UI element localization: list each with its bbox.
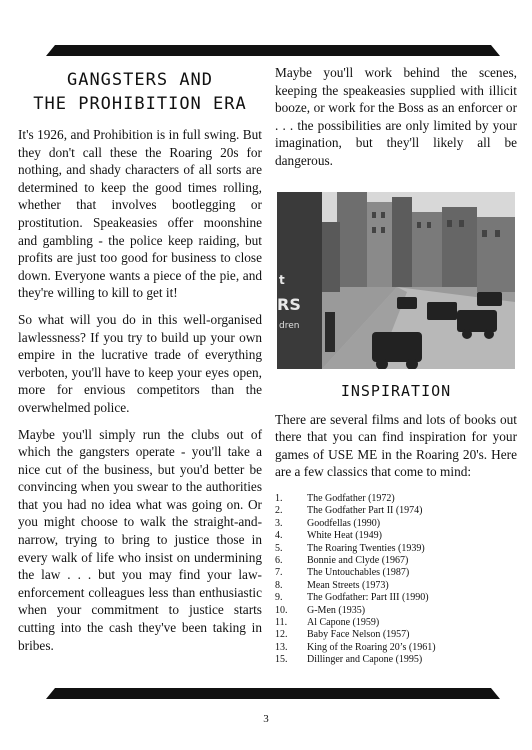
film-item (275, 555, 517, 567)
film-number: 13. (275, 641, 288, 653)
film-item (275, 543, 517, 555)
sign-text-2: RS (277, 294, 301, 314)
film-number: 12. (275, 629, 288, 641)
paragraph-clubs: Maybe you'll simply run the clubs out of which the gangsters operate - you'll take a nice cut of the business, but you'd better be convincing when you swear to the authorities that you had no idea what was going on. Or you might choose to walk the straight-and-narrow, trying to bring to justice those in every walk of life who insist on undermining the law . . . but you may find your law-enforcement colleagues less than enthusiastic when your commitment to justice starts cutting into the cash they've been taking in bribes. (18, 426, 262, 653)
street-photo (277, 192, 515, 369)
film-title: Al Capone (1959) (307, 617, 380, 628)
film-number: 10. (275, 604, 288, 616)
film-number: 9. (275, 592, 283, 604)
paragraph-inspiration: There are several films and lots of books out there that you can find inspiration for your games of USE ME in the Roaring 20's. Here are a few classics that come to mind: (275, 411, 517, 480)
film-title: The Untouchables (1987) (307, 567, 410, 579)
film-item (275, 580, 517, 592)
film-title: Bonnie and Clyde (1967) (307, 554, 409, 566)
bottom-decorative-bar (55, 688, 491, 699)
street-photo-image (277, 192, 515, 369)
film-item (275, 642, 517, 654)
film-item (275, 505, 517, 517)
sign-text-1: t (279, 272, 285, 287)
film-title: Goodfellas (1990) (307, 517, 381, 529)
film-number: 2. (275, 505, 283, 517)
paragraph-intro: It's 1926, and Prohibition is in full swing. But they don't call these the Roaring 20s for nothing, and shady characters of all sorts are determined to keep the good times rolling, whether that involves bootlegging or prostitution. Speakeasies offer moonshine and gambling - the police keep raiding, but profits are just too good for business to close down. Everyone wants a piece of the pie, and they're willing to kill to get it! (18, 127, 262, 301)
film-title: G-Men (1935) (307, 604, 366, 616)
film-item (275, 530, 517, 542)
film-number: 11. (275, 617, 288, 628)
film-number: 15. (275, 654, 288, 666)
film-item (275, 493, 517, 505)
film-title: White Heat (1949) (307, 530, 382, 542)
right-column (275, 64, 517, 667)
section-heading-gangsters (18, 68, 262, 116)
film-number: 4. (275, 530, 283, 542)
film-title: Mean Streets (1973) (307, 579, 389, 591)
film-title: The Godfather Part II (1974) (307, 505, 423, 517)
heading-line-1: GANGSTERS AND (66, 70, 214, 90)
film-list (275, 493, 517, 667)
film-item (275, 617, 517, 629)
left-column (18, 64, 262, 663)
paragraph-lawlessness: So what will you do in this well-organised lawlessness? If you try to build up your own empire in the lucrative trade of everything verboten, you'll have to keep your eyes open, more for envious competitors than the overwhelmed police. (18, 311, 262, 415)
film-number: 7. (275, 567, 283, 579)
film-item (275, 654, 517, 666)
page-number: 3 (263, 713, 269, 725)
top-decorative-bar (55, 45, 491, 56)
film-title: The Godfather: Part III (1990) (307, 592, 429, 604)
sign-text-3: dren (279, 320, 300, 331)
film-number: 5. (275, 542, 283, 554)
film-number: 1. (275, 492, 283, 504)
film-item (275, 518, 517, 530)
film-title: Baby Face Nelson (1957) (307, 629, 410, 641)
paragraph-behind-scenes: Maybe you'll work behind the scenes, keeping the speakeasies supplied with illicit booze, or work for the Boss as an enforcer or . . . the possibilities are only limited by your imagination, but they'll likely all be dangerous. (275, 65, 517, 168)
film-number: 8. (275, 579, 283, 591)
film-item (275, 629, 517, 641)
film-title: The Roaring Twenties (1939) (307, 542, 425, 554)
film-item (275, 567, 517, 579)
film-number: 6. (275, 554, 283, 566)
film-item (275, 605, 517, 617)
film-number: 3. (275, 517, 283, 529)
film-item (275, 592, 517, 604)
film-title: The Godfather (1972) (307, 492, 395, 504)
film-title: King of the Roaring 20’s (1961) (307, 641, 436, 653)
section-heading-inspiration: INSPIRATION (340, 381, 452, 400)
film-title: Dillinger and Capone (1995) (307, 654, 423, 666)
heading-line-2: THE PROHIBITION ERA (33, 94, 247, 114)
